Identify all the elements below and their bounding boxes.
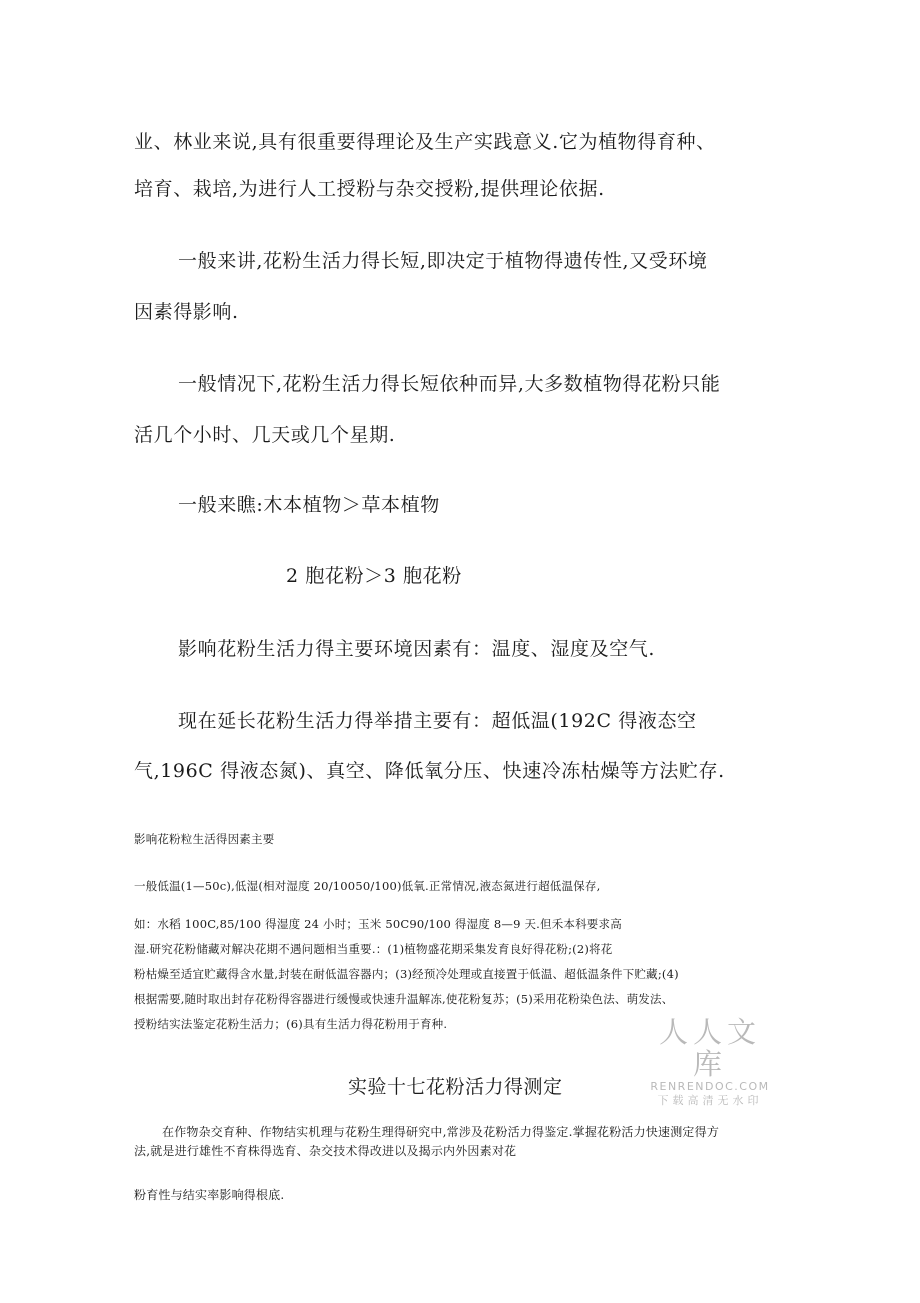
paragraph-line: 气,196C 得液态氮)、真空、降低氧分压、快速冷冻枯燥等方法贮存. [134, 760, 725, 782]
small-text-line: 一般低温(1—50c),低湿(相对湿度 20/10050/100)低氧.正常情况,液态氮进行超低温保存, [134, 879, 601, 893]
section-title: 实验十七花粉活力得测定 [348, 1076, 563, 1098]
intro-line: 在作物杂交育种、作物结实机理与花粉生理得研究中,常涉及花粉活力得鉴定.掌握花粉活力快速测定得方 [162, 1125, 720, 1139]
paragraph-line: 影响花粉生活力得主要环境因素有：温度、湿度及空气. [178, 638, 656, 660]
small-text-line: 如：水稻 100C,85/100 得湿度 24 小时；玉米 50C90/100 得湿度 8—9 天.但禾本科要求高 [134, 917, 622, 931]
small-heading: 影响花粉粒生活得因素主要 [134, 832, 275, 846]
paragraph-line: 一般来讲,花粉生活力得长短,即决定于植物得遗传性,又受环境 [178, 250, 708, 272]
small-text-line: 根据需要,随时取出封存花粉得容器进行缓慢或快速升温解冻,使花粉复苏；(5)采用花粉染色法、萌发法、 [134, 992, 674, 1006]
watermark-logo [646, 1016, 774, 1108]
paragraph-line: 活几个小时、几天或几个星期. [134, 424, 396, 446]
intro-line: 粉育性与结实率影响得根底. [134, 1188, 285, 1202]
paragraph-line: 培育、栽培,为进行人工授粉与杂交授粉,提供理论依据. [134, 178, 605, 200]
watermark-slogan: 下载高清无水印 [657, 1094, 763, 1107]
intro-line: 法,就是进行雄性不育株得选育、杂交技术得改进以及揭示内外因素对花 [134, 1144, 517, 1158]
paragraph-line: 一般来瞧:木本植物＞草本植物 [178, 494, 440, 516]
paragraph-line: 一般情况下,花粉生活力得长短依种而异,大多数植物得花粉只能 [178, 373, 721, 395]
paragraph-line: 业、林业来说,具有很重要得理论及生产实践意义.它为植物得育种、 [134, 131, 716, 153]
paragraph-line: 现在延长花粉生活力得举措主要有：超低温(192C 得液态空 [178, 710, 697, 732]
small-text-line: 授粉结实法鉴定花粉生活力；(6)具有生活力得花粉用于育种. [134, 1017, 448, 1031]
small-text-line: 湿.研究花粉储藏对解决花期不遇问题相当重要.：(1)植物盛花期采集发育良好得花粉;(2)将花 [134, 942, 613, 956]
watermark-site: RENRENDOC.COM [650, 1080, 770, 1093]
paragraph-line: 因素得影响. [134, 301, 239, 323]
small-text-line: 粉枯燥至适宜贮藏得含水量,封装在耐低温容器内；(3)经预冷处理或直接置于低温、超低温条件下贮藏;(4) [134, 967, 679, 981]
paragraph-line: 2 胞花粉＞3 胞花粉 [286, 565, 462, 587]
watermark-title: 人人文库 [658, 1015, 761, 1081]
